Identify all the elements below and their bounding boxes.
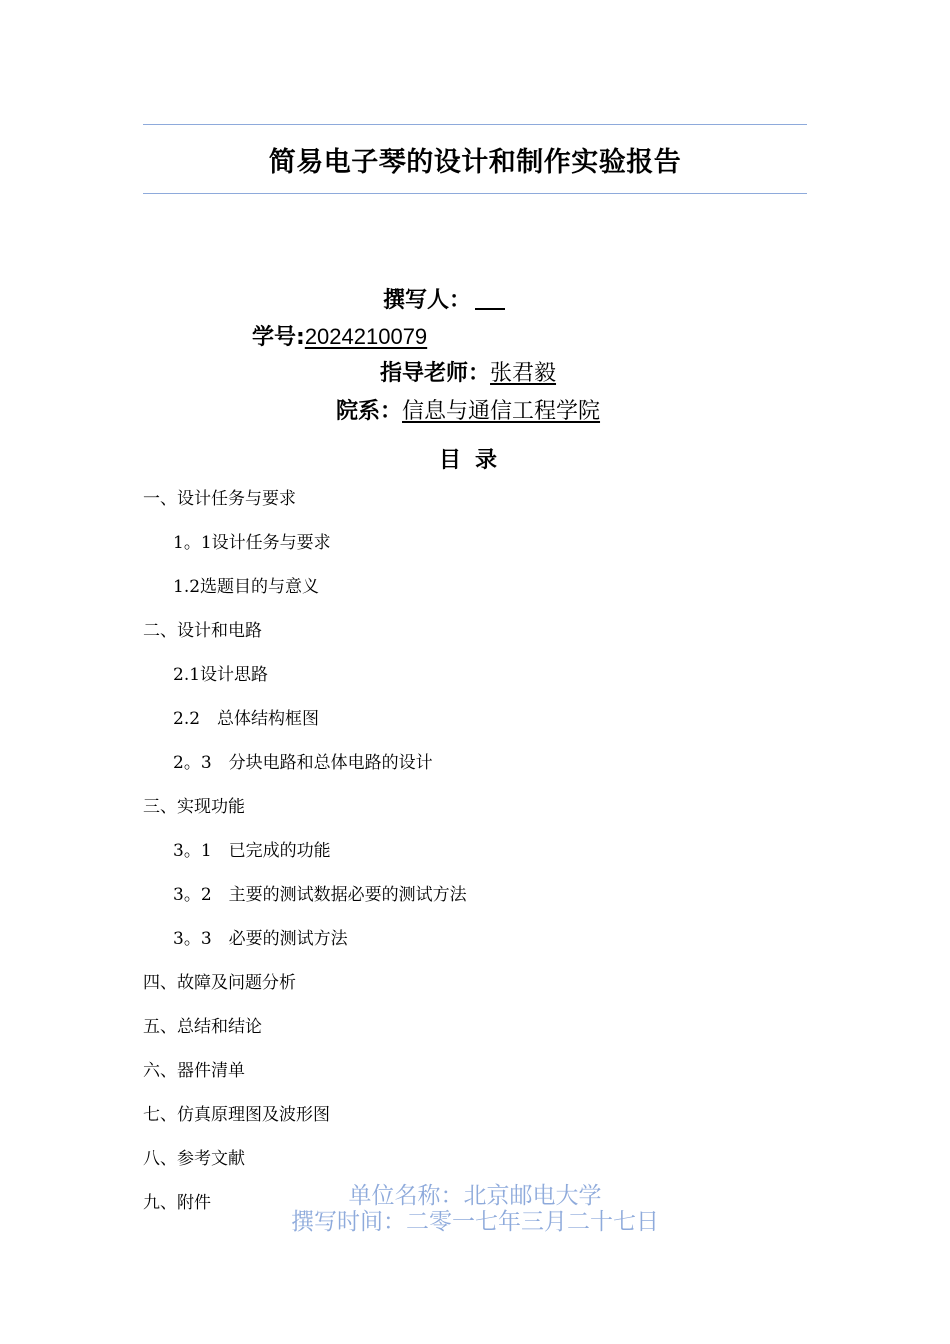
toc-heading: 目录 xyxy=(438,448,511,473)
student-id-label: 学号: xyxy=(252,325,305,350)
toc-item: 一、设计任务与要求 xyxy=(143,489,296,509)
toc-item: 3。3 必要的测试方法 xyxy=(173,929,348,949)
toc-item: 2。3 分块电路和总体电路的设计 xyxy=(173,753,433,773)
toc-item: 1。1设计任务与要求 xyxy=(173,533,331,553)
department-label: 院系： xyxy=(336,399,403,424)
toc-item: 三、实现功能 xyxy=(143,797,245,817)
document-title: 简易电子琴的设计和制作实验报告 xyxy=(268,147,682,178)
toc-item: 二、设计和电路 xyxy=(143,621,262,641)
footer-unit-name: 单位名称：北京邮电大学 xyxy=(348,1183,602,1209)
advisor-line xyxy=(380,356,556,387)
advisor-label: 指导老师： xyxy=(380,361,491,386)
toc-item: 四、故障及问题分析 xyxy=(143,973,296,993)
toc-item: 2.1设计思路 xyxy=(173,665,269,685)
toc-item: 2.2 总体结构框图 xyxy=(173,709,320,729)
author-label: 撰写人： xyxy=(383,288,472,313)
title-rule-bottom xyxy=(143,193,807,194)
title-rule-top xyxy=(143,124,807,125)
author-line xyxy=(383,283,505,314)
toc-item: 3。1 已完成的功能 xyxy=(173,841,331,861)
advisor-value: 张君毅 xyxy=(490,361,557,386)
toc-item: 1.2选题目的与意义 xyxy=(173,577,320,597)
toc-item: 3。2 主要的测试数据必要的测试方法 xyxy=(173,885,467,905)
toc-item: 九、附件 xyxy=(143,1193,211,1213)
author-value xyxy=(475,308,505,310)
footer-writing-time: 撰写时间：二零一七年三月二十七日 xyxy=(291,1209,659,1235)
department-line xyxy=(336,394,600,425)
department-value: 信息与通信工程学院 xyxy=(402,399,601,424)
toc-item: 六、器件清单 xyxy=(143,1061,245,1081)
student-id-value: 2024210079 xyxy=(304,324,428,349)
toc-item: 八、参考文献 xyxy=(143,1149,245,1169)
student-id-line xyxy=(252,320,427,351)
toc-item: 五、总结和结论 xyxy=(143,1017,262,1037)
toc-item: 七、仿真原理图及波形图 xyxy=(143,1105,330,1125)
